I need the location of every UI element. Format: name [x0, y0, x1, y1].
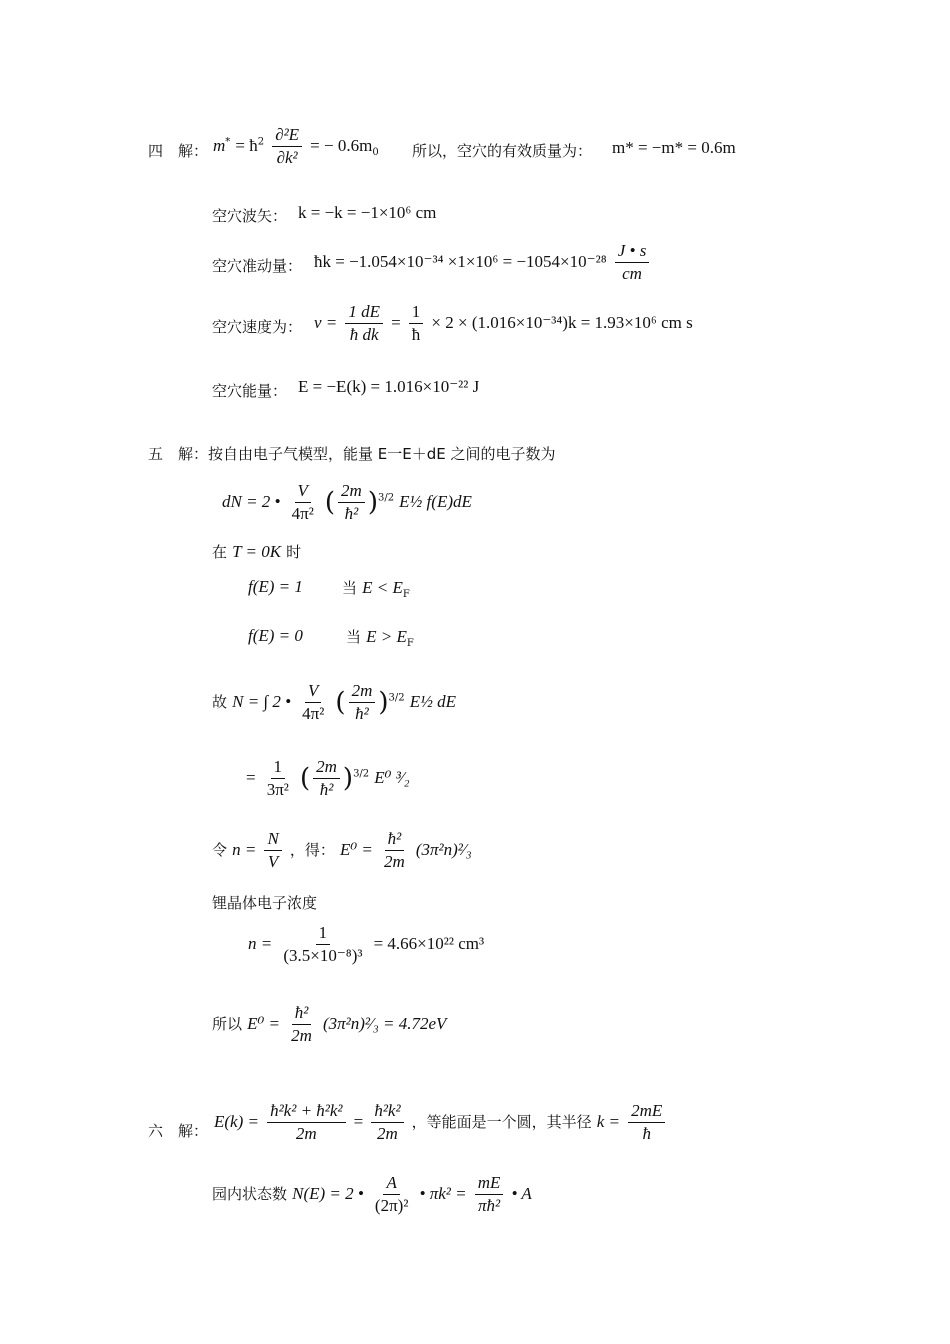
- hole-energy-eq: E = −E(k) = 1.016×10⁻²² J: [298, 377, 480, 396]
- hole-energy-label: 空穴能量：: [212, 382, 288, 400]
- hole-momentum-label: 空穴准动量：: [212, 257, 303, 275]
- hole-wavevector-label: 空穴波矢：: [212, 207, 288, 225]
- fermi-energy-result: 所以 E⁰ = $\frac{\text{ħ²}}{2m}$ (3π²n)²⁄₃ = 4.72eV: [212, 1003, 447, 1045]
- hole-velocity-label: 空穴速度为：: [212, 318, 303, 336]
- hole-velocity-eq: v = $\frac{1 dE}{\text{ħ dk}}$ = $\frac{1}{ħ}$ × 2 × (1.016×10⁻³⁴)k = 1.93×10⁶ cm s: [314, 302, 693, 344]
- hole-momentum-eq: ħk = −1.054×10⁻³⁴ ×1×10⁶ = −1054×10⁻²⁸ $\frac{J • s}{cm}$: [314, 240, 652, 285]
- section-6-heading: 六 解：: [148, 1122, 209, 1140]
- result-eq: = $\frac{1}{\text{3π²}}$ ( $\frac{2m}{\text{ħ²}}$ )$^{3/2}$ E⁰ ³⁄₂: [246, 757, 410, 799]
- f-equals-1: f(E) = 1: [248, 577, 303, 596]
- dispersion-eq: E(k) = $\frac{\text{ħ²k² + ħ²k²}}{2m}$ = $\frac{\text{ħ²k²}}{2m}$ ，等能面是一个圆，其半径 k = $\frac{2mE}{ħ}$: [214, 1100, 668, 1145]
- section-4-text-hole-mass: 所以，空穴的有效质量为：: [412, 142, 593, 160]
- fermi-energy-def: 令 n = $\frac{N}{V}$ ，得： E⁰ = $\frac{\text{ħ²}}{2m}$ (3π²n)²⁄₃: [212, 829, 472, 871]
- section-4-heading: 四 解：: [148, 142, 209, 160]
- f0-condition: 当 $E > E_F$: [346, 627, 414, 650]
- section-5-heading: 五 解：按自由电子气模型，能量 E一E＋dE 之间的电子数为: [148, 445, 556, 463]
- f-equals-0: f(E) = 0: [248, 626, 303, 645]
- state-count-eq: 园内状态数 N(E) = 2 • $\frac{A}{\text{(2π)²}}$ • πk² = $\frac{mE}{\text{πħ²}}$ • A: [212, 1173, 532, 1215]
- t0-line: 在 T = 0K 时: [212, 542, 302, 561]
- section-4-eq-effective-mass: $m^* = ħ^2$ $\frac{\text{∂²E}}{\text{∂k²}}$ = − $0.6m_0$: [213, 125, 379, 167]
- hole-wavevector-eq: k = −k = −1×10⁶ cm: [298, 203, 437, 222]
- f1-condition: 当 $E < E_F$: [342, 578, 410, 601]
- dn-eq: dN = 2 • $\frac{V}{\text{4π²}}$ ( $\frac{2m}{\text{ħ²}}$ )$^{3/2}$ E½ f(E)dE: [222, 481, 472, 523]
- total-n-eq: 故 N = ∫ 2 • $\frac{V}{\text{4π²}}$ ( $\frac{2m}{\text{ħ²}}$ )$^{3/2}$ E½ dE: [212, 681, 456, 723]
- section-4-eq-hole-mass: m* = −m* = 0.6m: [612, 138, 736, 157]
- lithium-density-eq: n = $\frac{1}{\text{(3.5×10⁻⁸)³}}$ = 4.66×10²² cm³: [248, 923, 485, 965]
- lithium-density-label: 锂晶体电子浓度: [212, 894, 318, 912]
